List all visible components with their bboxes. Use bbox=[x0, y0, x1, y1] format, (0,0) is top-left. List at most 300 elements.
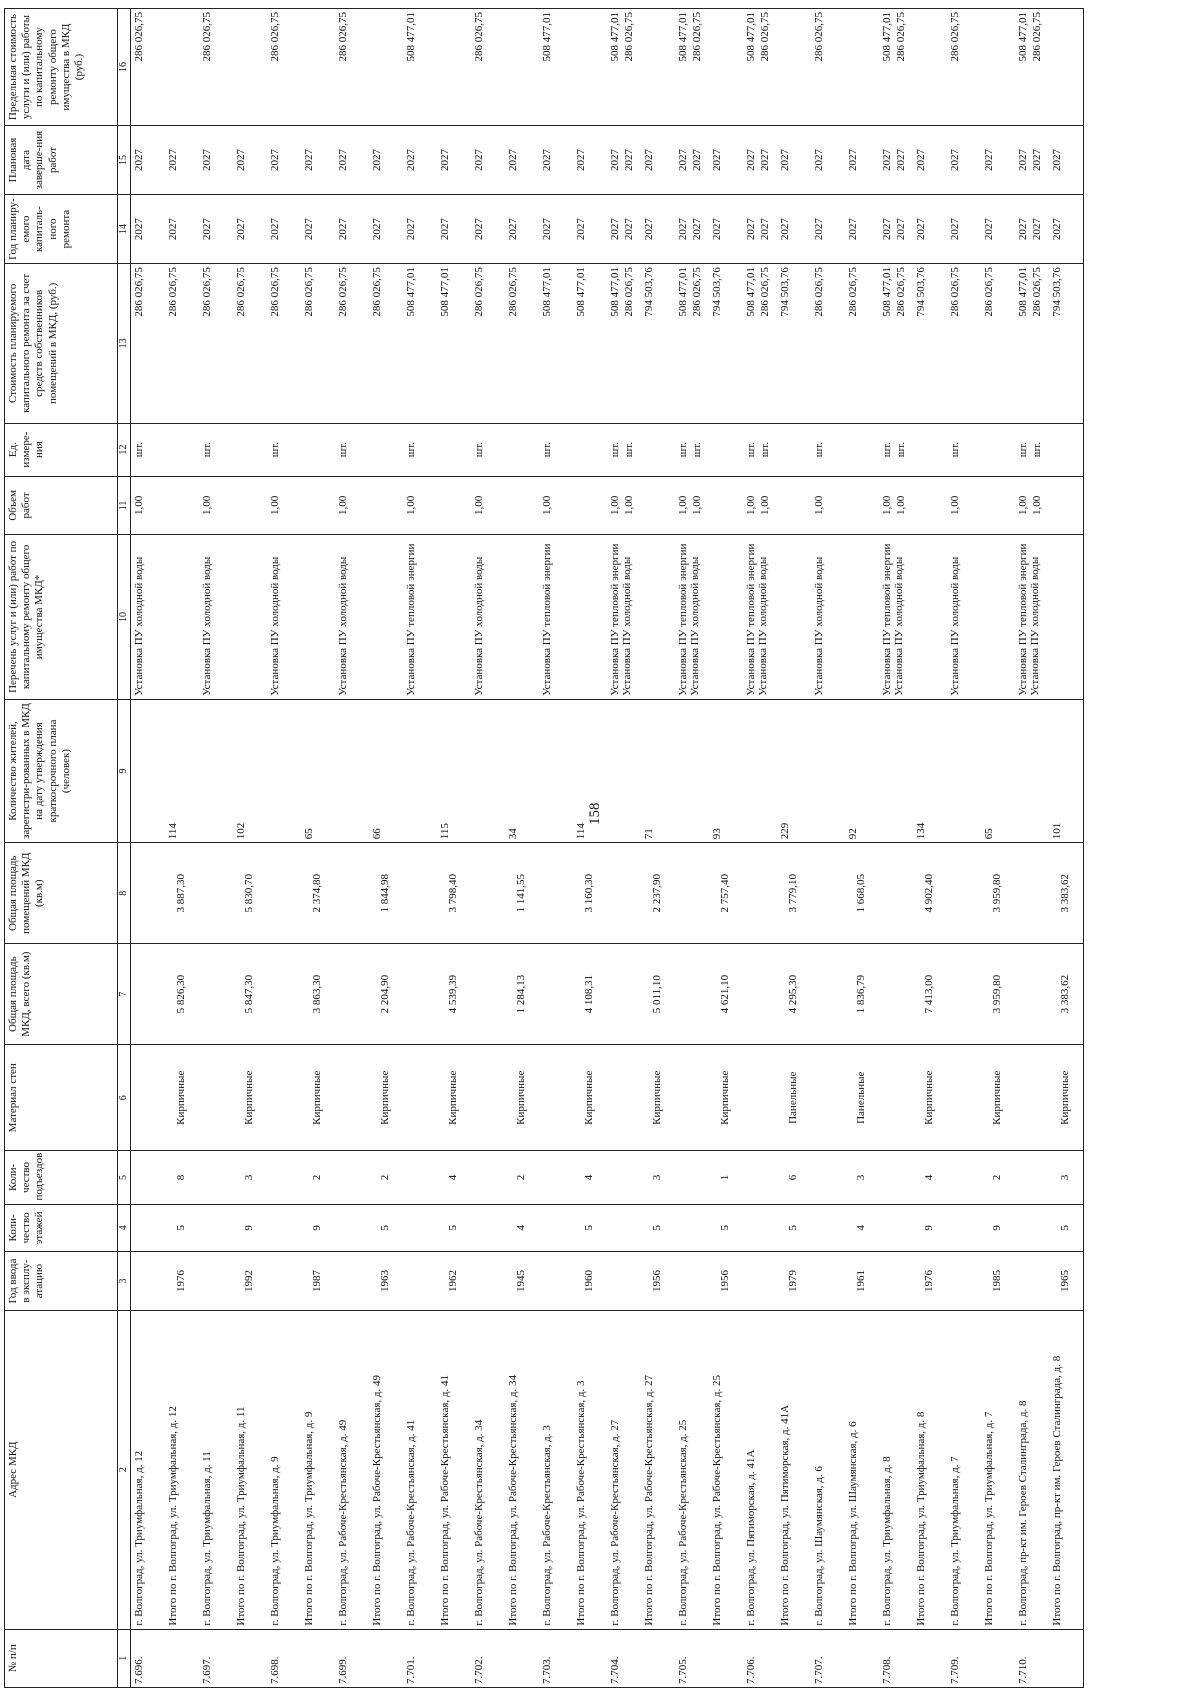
completion-date-cell bbox=[947, 126, 981, 195]
limit-cost-cell bbox=[981, 9, 1015, 126]
table-row bbox=[539, 9, 573, 1688]
address-cell: г. Волгоград, ул. Рабоче-Крестьянская, д. 49 bbox=[335, 1310, 369, 1629]
limit-cost-value: 508 477,01 bbox=[677, 12, 689, 62]
row-number: 7.710. bbox=[1015, 1629, 1049, 1687]
limit-cost-value: 286 026,75 bbox=[690, 12, 703, 62]
entrances-cell: 3 bbox=[233, 1151, 267, 1204]
row-number: 7.699. bbox=[335, 1629, 369, 1687]
completion-date-cell bbox=[1015, 126, 1049, 195]
service-list-value: Установка ПУ холодной воды bbox=[269, 556, 281, 696]
repair-year-value: 2027 bbox=[677, 218, 689, 241]
residents-cell bbox=[471, 699, 505, 842]
premises-area-cell: 3 798,40 bbox=[437, 843, 471, 944]
service-list-cell bbox=[505, 535, 539, 700]
repair-year-value: 2027 bbox=[1051, 218, 1063, 241]
repair-year-cell bbox=[369, 195, 403, 264]
service-list-cell bbox=[199, 535, 233, 700]
work-volume-value: 1,00 bbox=[133, 495, 145, 515]
limit-cost-cell bbox=[131, 9, 166, 126]
table-row bbox=[641, 9, 675, 1688]
premises-area-cell: 1 668,05 bbox=[845, 843, 879, 944]
unit-value: шт. bbox=[337, 442, 349, 458]
address-cell: Итого по г. Волгоград, ул. Рабоче-Крестьянская, д. 27 bbox=[641, 1310, 675, 1629]
completion-date-value: 2027 bbox=[894, 149, 907, 172]
premises-area-cell: 2 757,40 bbox=[709, 843, 743, 944]
repair-cost-value: 286 026,75 bbox=[507, 267, 519, 317]
floors-cell: 9 bbox=[301, 1204, 335, 1252]
work-volume-value: 1,00 bbox=[690, 495, 703, 515]
repair-year-value: 2027 bbox=[405, 218, 417, 241]
row-number bbox=[369, 1629, 403, 1687]
limit-cost-value: 286 026,75 bbox=[758, 12, 771, 62]
address-cell: Итого по г. Волгоград, ул. Рабоче-Крестьянская, д. 3 bbox=[573, 1310, 607, 1629]
completion-date-cell bbox=[335, 126, 369, 195]
unit-cell bbox=[539, 423, 573, 476]
column-header: Год ввода в эксплу-атацию bbox=[5, 1252, 118, 1310]
limit-cost-value: 508 477,01 bbox=[881, 12, 893, 62]
repair-cost-value: 286 026,75 bbox=[133, 267, 145, 317]
repair-cost-value: 794 503,76 bbox=[711, 267, 723, 317]
service-list-cell bbox=[267, 535, 301, 700]
completion-date-cell bbox=[165, 126, 199, 195]
service-list-cell bbox=[335, 535, 369, 700]
entrances-cell bbox=[1015, 1151, 1049, 1204]
repair-cost-cell bbox=[199, 264, 233, 423]
work-volume-value: 1,00 bbox=[758, 495, 771, 515]
repair-year-value: 2027 bbox=[371, 218, 383, 241]
completion-date-value: 2027 bbox=[167, 149, 179, 172]
completion-date-cell bbox=[471, 126, 505, 195]
unit-value: шт. bbox=[894, 442, 907, 458]
service-list-cell bbox=[947, 535, 981, 700]
completion-date-cell bbox=[539, 126, 573, 195]
service-list-value: Установка ПУ холодной воды bbox=[337, 556, 349, 696]
completion-date-value: 2027 bbox=[915, 149, 927, 172]
premises-area-cell bbox=[131, 843, 166, 944]
residents-cell bbox=[131, 699, 166, 842]
premises-area-cell: 5 830,70 bbox=[233, 843, 267, 944]
wall-material-cell: Кирпичные bbox=[981, 1045, 1015, 1151]
address-cell: Итого по г. Волгоград, ул. Триумфальная, д. 7 bbox=[981, 1310, 1015, 1629]
unit-value: шт. bbox=[473, 442, 485, 458]
total-area-cell bbox=[675, 944, 709, 1045]
total-area-cell bbox=[335, 944, 369, 1045]
completion-date-value: 2027 bbox=[201, 149, 213, 172]
premises-area-cell: 4 902,40 bbox=[913, 843, 947, 944]
unit-value: шт. bbox=[405, 442, 417, 458]
repair-cost-cell bbox=[437, 264, 471, 423]
premises-area-cell: 2 374,80 bbox=[301, 843, 335, 944]
wall-material-cell: Панельные bbox=[777, 1045, 811, 1151]
table-row bbox=[335, 9, 369, 1688]
repair-year-cell bbox=[641, 195, 675, 264]
repair-year-cell bbox=[981, 195, 1015, 264]
premises-area-cell bbox=[607, 843, 641, 944]
premises-area-cell: 1 141,55 bbox=[505, 843, 539, 944]
repair-year-value: 2027 bbox=[337, 218, 349, 241]
total-area-cell bbox=[131, 944, 166, 1045]
unit-cell bbox=[505, 423, 539, 476]
address-cell: г. Волгоград, ул. Рабоче-Крестьянская, д. 41 bbox=[403, 1310, 437, 1629]
residents-cell bbox=[267, 699, 301, 842]
repair-year-cell bbox=[335, 195, 369, 264]
repair-year-cell bbox=[607, 195, 641, 264]
work-volume-cell bbox=[573, 476, 607, 534]
wall-material-cell: Кирпичные bbox=[709, 1045, 743, 1151]
table-row bbox=[437, 9, 471, 1688]
repair-cost-cell bbox=[471, 264, 505, 423]
completion-date-value: 2027 bbox=[235, 149, 247, 172]
completion-date-cell bbox=[369, 126, 403, 195]
unit-cell bbox=[641, 423, 675, 476]
limit-cost-cell bbox=[947, 9, 981, 126]
row-number: 7.708. bbox=[879, 1629, 913, 1687]
repair-cost-value: 508 477,01 bbox=[881, 267, 893, 317]
completion-date-cell bbox=[437, 126, 471, 195]
premises-area-cell: 3 383,62 bbox=[1049, 843, 1084, 944]
completion-date-value: 2027 bbox=[690, 149, 703, 172]
total-area-cell bbox=[811, 944, 845, 1045]
completion-date-value: 2027 bbox=[881, 149, 893, 172]
column-number: 14 bbox=[118, 195, 131, 264]
work-volume-cell bbox=[437, 476, 471, 534]
unit-cell bbox=[879, 423, 913, 476]
repair-cost-value: 286 026,75 bbox=[337, 267, 349, 317]
premises-area-cell bbox=[471, 843, 505, 944]
completion-date-value: 2027 bbox=[745, 149, 757, 172]
column-number: 8 bbox=[118, 843, 131, 944]
limit-cost-cell bbox=[505, 9, 539, 126]
table-row bbox=[301, 9, 335, 1688]
column-header: Общая площадь МКД, всего (кв.м) bbox=[5, 944, 118, 1045]
repair-year-cell bbox=[165, 195, 199, 264]
limit-cost-cell bbox=[301, 9, 335, 126]
service-list-cell bbox=[369, 535, 403, 700]
repair-year-value: 2027 bbox=[473, 218, 485, 241]
column-number: 1 bbox=[118, 1629, 131, 1687]
premises-area-cell bbox=[403, 843, 437, 944]
repair-year-cell bbox=[267, 195, 301, 264]
entrances-cell: 6 bbox=[777, 1151, 811, 1204]
limit-cost-value: 286 026,75 bbox=[1030, 12, 1043, 62]
repair-cost-value: 286 026,75 bbox=[847, 267, 859, 317]
page-number: 158 bbox=[587, 802, 603, 825]
repair-year-value: 2027 bbox=[711, 218, 723, 241]
service-list-cell bbox=[301, 535, 335, 700]
unit-value: шт. bbox=[1017, 442, 1029, 458]
work-volume-value: 1,00 bbox=[745, 495, 757, 515]
service-list-cell bbox=[913, 535, 947, 700]
residents-cell bbox=[1015, 699, 1049, 842]
column-header: Общая площадь помещений МКД (кв.м) bbox=[5, 843, 118, 944]
wall-material-cell bbox=[199, 1045, 233, 1151]
completion-date-cell bbox=[777, 126, 811, 195]
repair-cost-cell bbox=[777, 264, 811, 423]
year-built-cell bbox=[743, 1252, 777, 1310]
work-volume-value: 1,00 bbox=[473, 495, 485, 515]
floors-cell bbox=[811, 1204, 845, 1252]
unit-cell bbox=[131, 423, 166, 476]
premises-area-cell bbox=[811, 843, 845, 944]
repair-year-cell bbox=[573, 195, 607, 264]
repair-year-cell bbox=[199, 195, 233, 264]
floors-cell bbox=[335, 1204, 369, 1252]
work-volume-cell bbox=[505, 476, 539, 534]
work-volume-cell bbox=[233, 476, 267, 534]
service-list-value: Установка ПУ тепловой энергии bbox=[677, 543, 689, 696]
repair-cost-value: 286 026,75 bbox=[235, 267, 247, 317]
service-list-cell bbox=[539, 535, 573, 700]
work-volume-value: 1,00 bbox=[269, 495, 281, 515]
premises-area-cell: 1 844,98 bbox=[369, 843, 403, 944]
limit-cost-cell bbox=[709, 9, 743, 126]
repair-year-cell bbox=[913, 195, 947, 264]
repair-cost-cell bbox=[403, 264, 437, 423]
service-list-cell bbox=[879, 535, 913, 700]
wall-material-cell bbox=[675, 1045, 709, 1151]
limit-cost-cell bbox=[369, 9, 403, 126]
completion-date-cell bbox=[403, 126, 437, 195]
work-volume-cell bbox=[403, 476, 437, 534]
work-volume-cell bbox=[301, 476, 335, 534]
row-number bbox=[1049, 1629, 1084, 1687]
entrances-cell bbox=[131, 1151, 166, 1204]
table-row bbox=[471, 9, 505, 1688]
repair-year-value: 2027 bbox=[1030, 218, 1043, 241]
floors-cell: 5 bbox=[573, 1204, 607, 1252]
completion-date-cell bbox=[743, 126, 777, 195]
column-header: Коли-чество этажей bbox=[5, 1204, 118, 1252]
service-list-value: Установка ПУ холодной воды bbox=[949, 556, 961, 696]
residents-cell: 71 bbox=[641, 699, 675, 842]
limit-cost-cell bbox=[1049, 9, 1084, 126]
total-area-cell bbox=[267, 944, 301, 1045]
column-number: 11 bbox=[118, 476, 131, 534]
row-number bbox=[233, 1629, 267, 1687]
completion-date-value: 2027 bbox=[133, 149, 145, 172]
repair-cost-value: 286 026,75 bbox=[983, 267, 995, 317]
wall-material-cell: Кирпичные bbox=[165, 1045, 199, 1151]
completion-date-cell bbox=[267, 126, 301, 195]
column-header: Коли-чество подъездов bbox=[5, 1151, 118, 1204]
repair-year-value: 2027 bbox=[133, 218, 145, 241]
wall-material-cell bbox=[879, 1045, 913, 1151]
repair-cost-value: 286 026,75 bbox=[371, 267, 383, 317]
residents-cell bbox=[675, 699, 709, 842]
repair-cost-value: 794 503,76 bbox=[1051, 267, 1063, 317]
address-cell: Итого по г. Волгоград, ул. Триумфальная, д. 12 bbox=[165, 1310, 199, 1629]
repair-cost-value: 508 477,01 bbox=[1017, 267, 1029, 317]
residents-cell: 134 bbox=[913, 699, 947, 842]
table-row bbox=[1049, 9, 1084, 1688]
work-volume-cell bbox=[709, 476, 743, 534]
residents-cell: 34 bbox=[505, 699, 539, 842]
limit-cost-cell bbox=[539, 9, 573, 126]
repair-cost-value: 286 026,75 bbox=[690, 267, 703, 317]
repair-cost-value: 286 026,75 bbox=[1030, 267, 1043, 317]
repair-cost-cell bbox=[675, 264, 709, 423]
floors-cell bbox=[539, 1204, 573, 1252]
service-list-cell bbox=[709, 535, 743, 700]
floors-cell bbox=[403, 1204, 437, 1252]
row-number: 7.697. bbox=[199, 1629, 233, 1687]
work-volume-value: 1,00 bbox=[541, 495, 553, 515]
table-row bbox=[743, 9, 777, 1688]
table-header-row bbox=[5, 9, 118, 1688]
premises-area-cell: 3 160,30 bbox=[573, 843, 607, 944]
year-built-cell: 1979 bbox=[777, 1252, 811, 1310]
limit-cost-value: 286 026,75 bbox=[949, 12, 961, 62]
repair-year-value: 2027 bbox=[622, 218, 635, 241]
total-area-cell bbox=[1015, 944, 1049, 1045]
residents-cell: 65 bbox=[981, 699, 1015, 842]
year-built-cell bbox=[1015, 1252, 1049, 1310]
repair-cost-value: 286 026,75 bbox=[622, 267, 635, 317]
premises-area-cell bbox=[199, 843, 233, 944]
wall-material-cell: Кирпичные bbox=[573, 1045, 607, 1151]
completion-date-value: 2027 bbox=[1030, 149, 1043, 172]
residents-cell bbox=[743, 699, 777, 842]
service-list-cell bbox=[233, 535, 267, 700]
year-built-cell bbox=[267, 1252, 301, 1310]
service-list-value: Установка ПУ холодной воды bbox=[893, 556, 906, 696]
year-built-cell: 1945 bbox=[505, 1252, 539, 1310]
repair-year-value: 2027 bbox=[690, 218, 703, 241]
unit-cell bbox=[471, 423, 505, 476]
table-row bbox=[879, 9, 913, 1688]
unit-cell bbox=[607, 423, 641, 476]
column-header: Год планиру-емого капиталь-ного ремонта bbox=[5, 195, 118, 264]
column-header: Стоимость планируемого капитального ремонта за счет средств собственников помещений в МКД, (руб.) bbox=[5, 264, 118, 423]
service-list-value: Установка ПУ тепловой энергии bbox=[541, 543, 553, 696]
column-header: Адрес МКД bbox=[5, 1310, 118, 1629]
completion-date-cell bbox=[641, 126, 675, 195]
total-area-cell: 4 621,10 bbox=[709, 944, 743, 1045]
completion-date-value: 2027 bbox=[677, 149, 689, 172]
residents-cell bbox=[539, 699, 573, 842]
year-built-cell: 1963 bbox=[369, 1252, 403, 1310]
row-number: 7.709. bbox=[947, 1629, 981, 1687]
total-area-cell bbox=[403, 944, 437, 1045]
completion-date-value: 2027 bbox=[758, 149, 771, 172]
completion-date-cell bbox=[845, 126, 879, 195]
row-number bbox=[641, 1629, 675, 1687]
floors-cell bbox=[879, 1204, 913, 1252]
entrances-cell: 1 bbox=[709, 1151, 743, 1204]
floors-cell: 4 bbox=[845, 1204, 879, 1252]
column-header: Перечень услуг и (или) работ по капитальному ремонту общего имущества МКД* bbox=[5, 535, 118, 700]
premises-area-cell bbox=[675, 843, 709, 944]
entrances-cell bbox=[607, 1151, 641, 1204]
table-row bbox=[267, 9, 301, 1688]
repair-year-value: 2027 bbox=[439, 218, 451, 241]
residents-cell bbox=[199, 699, 233, 842]
work-volume-value: 1,00 bbox=[1017, 495, 1029, 515]
work-volume-cell bbox=[777, 476, 811, 534]
work-volume-cell bbox=[845, 476, 879, 534]
completion-date-value: 2027 bbox=[371, 149, 383, 172]
premises-area-cell: 3 887,30 bbox=[165, 843, 199, 944]
year-built-cell: 1956 bbox=[641, 1252, 675, 1310]
year-built-cell: 1992 bbox=[233, 1252, 267, 1310]
year-built-cell: 1987 bbox=[301, 1252, 335, 1310]
residents-cell bbox=[879, 699, 913, 842]
table-row bbox=[369, 9, 403, 1688]
service-list-value: Установка ПУ холодной воды bbox=[621, 556, 634, 696]
completion-date-value: 2027 bbox=[439, 149, 451, 172]
premises-area-cell: 3 779,10 bbox=[777, 843, 811, 944]
table-row bbox=[403, 9, 437, 1688]
completion-date-cell bbox=[573, 126, 607, 195]
total-area-cell bbox=[199, 944, 233, 1045]
entrances-cell bbox=[743, 1151, 777, 1204]
address-cell: Итого по г. Волгоград, ул. Триумфальная, д. 8 bbox=[913, 1310, 947, 1629]
address-cell: Итого по г. Волгоград, ул. Рабоче-Крестьянская, д. 34 bbox=[505, 1310, 539, 1629]
repair-year-value: 2027 bbox=[269, 218, 281, 241]
repair-year-cell bbox=[1015, 195, 1049, 264]
floors-cell bbox=[743, 1204, 777, 1252]
total-area-cell bbox=[539, 944, 573, 1045]
work-volume-cell bbox=[199, 476, 233, 534]
service-list-cell bbox=[845, 535, 879, 700]
work-volume-value: 1,00 bbox=[1030, 495, 1043, 515]
repair-cost-value: 508 477,01 bbox=[609, 267, 621, 317]
repair-year-cell bbox=[403, 195, 437, 264]
total-area-cell: 5 011,10 bbox=[641, 944, 675, 1045]
repair-year-cell bbox=[471, 195, 505, 264]
repair-cost-value: 794 503,76 bbox=[915, 267, 927, 317]
repair-year-cell bbox=[301, 195, 335, 264]
wall-material-cell: Кирпичные bbox=[641, 1045, 675, 1151]
repair-cost-cell bbox=[1015, 264, 1049, 423]
limit-cost-cell bbox=[607, 9, 641, 126]
repair-cost-cell bbox=[845, 264, 879, 423]
completion-date-value: 2027 bbox=[405, 149, 417, 172]
repair-year-cell bbox=[947, 195, 981, 264]
floors-cell bbox=[199, 1204, 233, 1252]
repair-year-cell bbox=[505, 195, 539, 264]
premises-area-cell bbox=[539, 843, 573, 944]
repair-cost-value: 286 026,75 bbox=[201, 267, 213, 317]
entrances-cell: 3 bbox=[641, 1151, 675, 1204]
unit-cell bbox=[335, 423, 369, 476]
table-row bbox=[199, 9, 233, 1688]
year-built-cell: 1985 bbox=[981, 1252, 1015, 1310]
limit-cost-value: 508 477,01 bbox=[745, 12, 757, 62]
floors-cell: 9 bbox=[233, 1204, 267, 1252]
table-row bbox=[165, 9, 199, 1688]
year-built-cell: 1976 bbox=[165, 1252, 199, 1310]
floors-cell bbox=[607, 1204, 641, 1252]
work-volume-value: 1,00 bbox=[405, 495, 417, 515]
unit-cell bbox=[437, 423, 471, 476]
completion-date-value: 2027 bbox=[541, 149, 553, 172]
repair-year-cell bbox=[777, 195, 811, 264]
row-number bbox=[505, 1629, 539, 1687]
completion-date-value: 2027 bbox=[983, 149, 995, 172]
floors-cell bbox=[131, 1204, 166, 1252]
row-number bbox=[913, 1629, 947, 1687]
completion-date-cell bbox=[981, 126, 1015, 195]
total-area-cell: 1 284,13 bbox=[505, 944, 539, 1045]
column-header: № п/п bbox=[5, 1629, 118, 1687]
address-cell: Итого по г. Волгоград, ул. Триумфальная, д. 11 bbox=[233, 1310, 267, 1629]
repair-cost-cell bbox=[165, 264, 199, 423]
work-volume-cell bbox=[369, 476, 403, 534]
entrances-cell bbox=[199, 1151, 233, 1204]
row-number: 7.706. bbox=[743, 1629, 777, 1687]
address-cell: г. Волгоград, ул. Рабоче-Крестьянская, д. 25 bbox=[675, 1310, 709, 1629]
